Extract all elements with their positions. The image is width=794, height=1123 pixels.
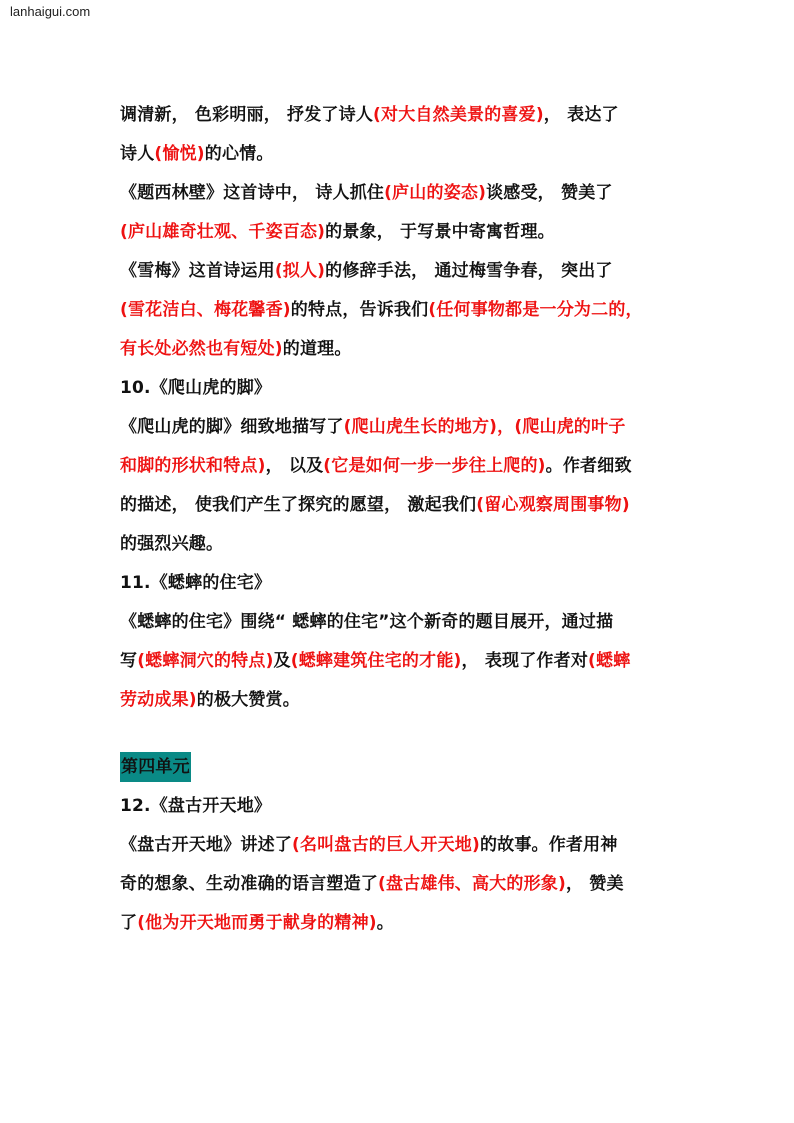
answer-text: 劳动成果) xyxy=(120,690,197,710)
body-text: 。 xyxy=(376,913,394,933)
answer-text: (对大自然美景的喜爱) xyxy=(373,105,544,125)
section-heading: 第四单元 xyxy=(120,752,191,782)
body-text: 诗人 xyxy=(120,144,155,164)
answer-text: (爬山虎生长的地方)，(爬山虎的叶子 xyxy=(343,417,626,437)
body-text: 的景象， 于写景中寄寓哲理。 xyxy=(325,222,555,242)
section-heading-line xyxy=(120,752,700,791)
text-line xyxy=(120,139,700,178)
body-text: 的修辞手法， 通过梅雪争春， 突出了 xyxy=(325,261,613,281)
body-text: 《题西林壁》这首诗中， 诗人抓住 xyxy=(120,183,385,203)
text-line xyxy=(120,791,700,830)
body-text: 了 xyxy=(120,913,138,933)
text-line xyxy=(120,334,700,373)
body-text: ， 赞美 xyxy=(565,874,624,894)
text-line xyxy=(120,646,700,685)
body-text: ， 表现了作者对 xyxy=(461,651,589,671)
text-line xyxy=(120,529,700,568)
body-text: 写 xyxy=(120,651,138,671)
text-line xyxy=(120,217,700,256)
body-text: ， 表达了 xyxy=(543,105,619,125)
text-line xyxy=(120,568,700,607)
body-text: 的强烈兴趣。 xyxy=(120,534,224,554)
answer-text: (盘古雄伟、高大的形象) xyxy=(378,874,566,894)
answer-text: (愉悦) xyxy=(154,144,205,164)
text-block-units xyxy=(120,100,700,724)
text-line xyxy=(120,685,700,724)
body-text: 。作者细致 xyxy=(545,456,632,476)
text-line xyxy=(120,412,700,451)
body-text: ， 以及 xyxy=(265,456,324,476)
answer-text: 和脚的形状和特点) xyxy=(120,456,266,476)
body-text: 的特点，告诉我们 xyxy=(290,300,429,320)
text-line xyxy=(120,869,700,908)
answer-text: (他为开天地而勇于献身的精神) xyxy=(137,913,377,933)
text-line xyxy=(120,295,700,334)
text-line xyxy=(120,490,700,529)
answer-text: (雪花洁白、梅花馨香) xyxy=(120,300,291,320)
answer-text: (任何事物都是一分为二的， xyxy=(428,300,643,320)
body-text: 12.《盘古开天地》 xyxy=(120,796,272,816)
answer-text: (蟋蟀 xyxy=(588,651,631,671)
text-line xyxy=(120,607,700,646)
answer-text: 有长处必然也有短处) xyxy=(120,339,283,359)
text-line xyxy=(120,908,700,947)
body-text: 10.《爬山虎的脚》 xyxy=(120,378,272,398)
section-gap xyxy=(120,724,700,752)
body-text: 的描述， 使我们产生了探究的愿望， 激起我们 xyxy=(120,495,477,515)
text-line xyxy=(120,256,700,295)
answer-text: (庐山雄奇壮观、千姿百态) xyxy=(120,222,326,242)
text-line xyxy=(120,373,700,412)
text-line xyxy=(120,830,700,869)
text-line xyxy=(120,100,700,139)
text-line xyxy=(120,178,700,217)
body-text: 调清新， 色彩明丽， 抒发了诗人 xyxy=(120,105,374,125)
answer-text: (蟋蟀洞穴的特点) xyxy=(137,651,274,671)
body-text: 奇的想象、生动准确的语言塑造了 xyxy=(120,874,378,894)
body-text: 《蟋蟀的住宅》围绕“ 蟋蟀的住宅”这个新奇的题目展开，通过描 xyxy=(120,612,614,632)
body-text: 11.《蟋蟀的住宅》 xyxy=(120,573,272,593)
answer-text: (庐山的姿态) xyxy=(384,183,487,203)
body-text: 《爬山虎的脚》细致地描写了 xyxy=(120,417,344,437)
body-text: 的道理。 xyxy=(282,339,352,359)
body-text: 的故事。作者用神 xyxy=(479,835,618,855)
answer-text: (拟人) xyxy=(274,261,326,281)
document-body xyxy=(120,100,700,947)
text-line xyxy=(120,451,700,490)
site-watermark: lanhaigui.com xyxy=(10,4,91,19)
body-text: 《盘古开天地》讲述了 xyxy=(120,835,292,855)
body-text: 《雪梅》这首诗运用 xyxy=(120,261,275,281)
answer-text: (它是如何一步一步往上爬的) xyxy=(323,456,546,476)
body-text: 的极大赞赏。 xyxy=(196,690,300,710)
text-block-unit4 xyxy=(120,791,700,947)
body-text: 及 xyxy=(273,651,291,671)
body-text: 谈感受， 赞美了 xyxy=(486,183,613,203)
body-text: 的心情。 xyxy=(204,144,274,164)
answer-text: (名叫盘古的巨人开天地) xyxy=(292,835,480,855)
answer-text: (蟋蟀建筑住宅的才能) xyxy=(290,651,462,671)
answer-text: (留心观察周围事物) xyxy=(476,495,630,515)
